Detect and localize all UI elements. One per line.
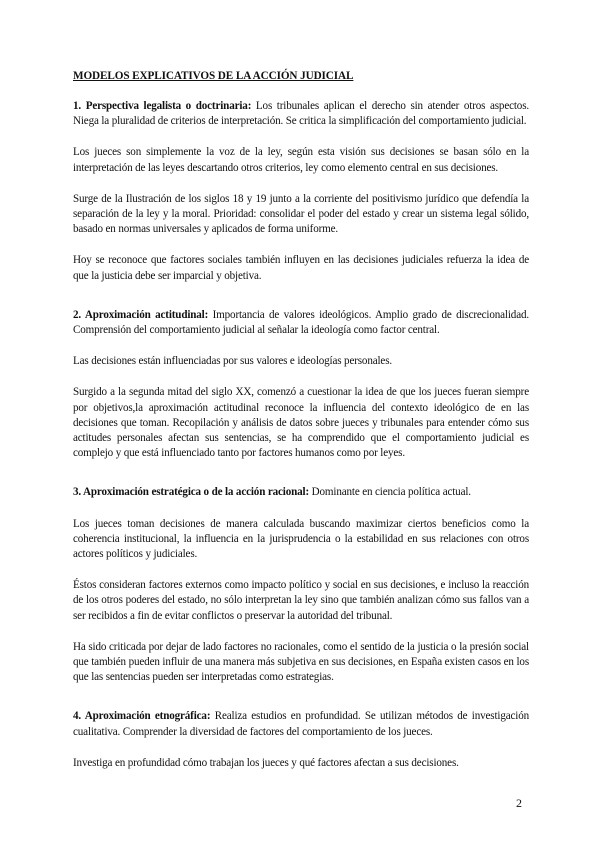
section-3-heading: 3. Aproximación estratégica o de la acción racional: <box>73 486 310 499</box>
section-4-intro <box>73 709 529 739</box>
section-2-intro-text: Importancia de valores ideológicos. Amplio grado de discrecionalidad. Comprensión del comportamiento judicial al señalar la ideología como factor central. <box>73 308 529 337</box>
document-title: MODELOS EXPLICATIVOS DE LA ACCIÓN JUDICIAL <box>73 70 354 82</box>
section-1-paragraph: Hoy se reconoce que factores sociales también influyen en las decisiones judiciales refuerza la idea de que la justicia debe ser imparcial y objetiva. <box>73 254 529 282</box>
section-1-paragraph: Surge de la Ilustración de los siglos 18 y 19 junto a la corriente del positivismo jurídico que defendía la separación de la ley y la moral. Prioridad: consolidar el poder del estado y crear un sistema legal sólido, basado en normas universales y aplicados de forma uniforme. <box>73 192 529 236</box>
section-4-heading: 4. Aproximación etnográfica: <box>73 710 211 723</box>
section-3-intro-text: Dominante en ciencia política actual. <box>309 486 471 499</box>
section-2-paragraph: Surgido a la segunda mitad del siglo XX, comenzó a cuestionar la idea de que los jueces fueran siempre por objetivos,la aproximación actitudinal reconoce la influencia del contexto ideológico de en las decisiones que toman. Recopilación y análisis de datos sobre jueces y tribunales para entender cómo sus actitudes personales afectan sus sentencias, se ha comprendido que el comportamiento judicial es complejo y que está influenciado tanto por factores humanos como por leyes. <box>73 386 529 460</box>
section-1-paragraph: Los jueces son simplemente la voz de la ley, según esta visión sus decisiones se basan sólo en la interpretación de las leyes descartando otros criterios, ley como elemento central en sus decisiones. <box>73 146 529 174</box>
section-3-intro <box>73 485 529 500</box>
page-number: 2 <box>516 796 522 810</box>
section-3-paragraph: Ha sido criticada por dejar de lado factores no racionales, como el sentido de la justicia o la presión social que también pueden influir de una manera más subjetiva en sus decisiones, en España existen casos en los que las sentencias pueden ser interpretadas como estrategias. <box>73 640 529 684</box>
section-2-paragraph: Las decisiones están influenciadas por sus valores e ideologías personales. <box>73 355 393 368</box>
section-3-paragraph: Los jueces toman decisiones de manera calculada buscando maximizar ciertos beneficios como la coherencia institucional, la influencia en la jurisprudencia o la estabilidad en sus relaciones con otros actores políticos y judiciales. <box>73 517 529 561</box>
section-2-intro <box>73 308 529 338</box>
section-4-intro-text: Realiza estudios en profundidad. Se utilizan métodos de investigación cualitativa. Comprender la diversidad de factores del comportamiento de los jueces. <box>73 710 529 738</box>
section-2-heading: 2. Aproximación actitudinal: <box>73 308 209 321</box>
document-body <box>73 70 529 787</box>
section-1-heading: 1. Perspectiva legalista o doctrinaria: <box>73 100 252 112</box>
section-3-paragraph: Éstos consideran factores externos como impacto político y social en sus decisiones, e incluso la reacción de los otros poderes del estado, no sólo interpretan la ley sino que también analizan cómo sus fallos van a ser recibidos a fin de evitar conflictos o preservar la autoridad del tribunal. <box>73 579 529 622</box>
section-1-intro <box>73 99 529 129</box>
section-4-paragraph: Investiga en profundidad cómo trabajan los jueces y qué factores afectan a sus decisiones. <box>73 756 459 769</box>
section-1-intro-text: Los tribunales aplican el derecho sin atender otros aspectos. Niega la pluralidad de criterios de interpretación. Se critica la simplificación del comportamiento judicial. <box>73 100 529 128</box>
